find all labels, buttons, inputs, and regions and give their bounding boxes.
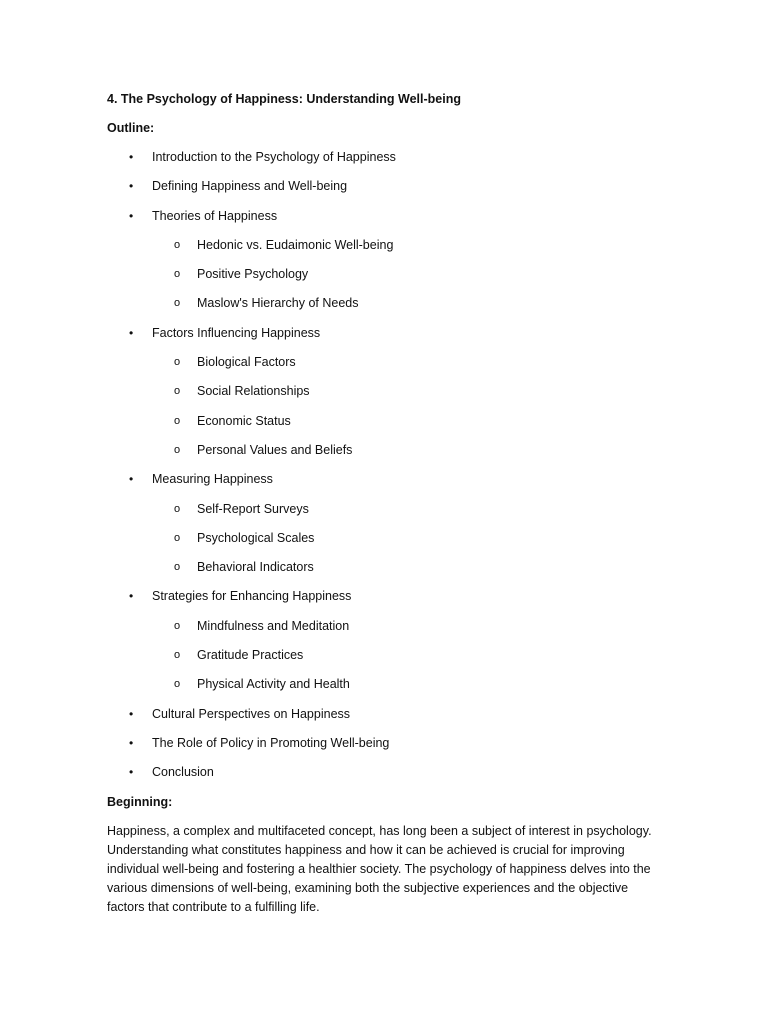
bullet-icon: • <box>129 179 134 194</box>
outline-subitem <box>107 500 667 518</box>
outline-item <box>107 324 667 342</box>
outline-subitem <box>107 529 667 547</box>
outline-label: Outline: <box>107 121 155 135</box>
bullet-icon: • <box>129 765 134 780</box>
sub-bullet-icon: o <box>174 238 181 251</box>
outline-subitem <box>107 558 667 576</box>
sub-bullet-icon: o <box>174 356 181 369</box>
beginning-label: Beginning: <box>107 794 173 809</box>
outline-item <box>107 148 667 166</box>
outline-item-text: Gratitude Practices <box>197 648 304 663</box>
outline-item <box>107 734 667 752</box>
outline-item-text: Cultural Perspectives on Happiness <box>152 706 351 721</box>
outline-subitem <box>107 294 667 312</box>
outline-item-text: Personal Values and Beliefs <box>197 442 353 457</box>
sub-bullet-icon: o <box>174 649 181 662</box>
sub-bullet-icon: o <box>174 561 181 574</box>
outline-subitem <box>107 441 667 459</box>
outline-item-text: The Role of Policy in Promoting Well-being <box>152 735 390 750</box>
outline-subitem <box>107 617 667 635</box>
outline-item <box>107 763 667 781</box>
bullet-icon: • <box>129 472 134 487</box>
sub-bullet-icon: o <box>174 268 181 281</box>
outline-item-text: Self-Report Surveys <box>197 501 309 516</box>
outline-item <box>107 470 667 488</box>
outline-subitem <box>107 353 667 371</box>
outline-item-text: Social Relationships <box>197 384 310 399</box>
outline-item-text: Theories of Happiness <box>152 208 278 223</box>
outline-item-text: Factors Influencing Happiness <box>152 325 321 340</box>
sub-bullet-icon: o <box>174 443 181 456</box>
outline-item-text: Introduction to the Psychology of Happiness <box>152 150 396 164</box>
outline-item-text: Strategies for Enhancing Happiness <box>152 589 352 604</box>
document-content <box>107 90 667 917</box>
outline-subitem <box>107 646 667 664</box>
outline-item-text: Mindfulness and Meditation <box>197 618 350 633</box>
outline-subitem <box>107 265 667 283</box>
outline-item-text: Biological Factors <box>197 355 296 370</box>
outline-subitem <box>107 236 667 254</box>
document-title: 4. The Psychology of Happiness: Understanding Well-being <box>107 92 461 106</box>
outline-item-text: Maslow's Hierarchy of Needs <box>197 296 359 311</box>
outline-item-text: Physical Activity and Health <box>197 677 350 692</box>
bullet-icon: • <box>129 706 134 721</box>
outline-item-text: Conclusion <box>152 765 214 780</box>
sub-bullet-icon: o <box>174 502 181 515</box>
beginning-paragraph: Happiness, a complex and multifaceted concept, has long been a subject of interest in psychology. Understanding what constitutes happiness and how it can be achieved is crucial for improving individual well-being and fostering a healthier society. The psychology of happiness delves into the various dimensions of well-being, examining both the subjective experiences and the objective factors that contribute to a fulfilling life. <box>107 823 652 914</box>
outline-item <box>107 207 667 225</box>
outline-list <box>107 148 667 781</box>
bullet-icon: • <box>129 735 134 750</box>
outline-item-text: Defining Happiness and Well-being <box>152 179 348 194</box>
outline-subitem <box>107 382 667 400</box>
sub-bullet-icon: o <box>174 297 181 310</box>
outline-subitem <box>107 412 667 430</box>
sub-bullet-icon: o <box>174 619 181 632</box>
sub-bullet-icon: o <box>174 678 181 691</box>
outline-item-text: Psychological Scales <box>197 530 315 545</box>
outline-item <box>107 587 667 605</box>
sub-bullet-icon: o <box>174 531 181 544</box>
bullet-icon: • <box>129 208 134 223</box>
outline-item <box>107 705 667 723</box>
outline-item-text: Measuring Happiness <box>152 472 273 487</box>
outline-subitem <box>107 675 667 693</box>
sub-bullet-icon: o <box>174 414 181 427</box>
outline-item <box>107 177 667 195</box>
outline-item-text: Economic Status <box>197 413 291 428</box>
bullet-icon: • <box>129 325 134 340</box>
outline-item-text: Hedonic vs. Eudaimonic Well-being <box>197 237 394 252</box>
sub-bullet-icon: o <box>174 385 181 398</box>
bullet-icon: • <box>129 150 134 164</box>
bullet-icon: • <box>129 589 134 604</box>
outline-item-text: Behavioral Indicators <box>197 560 314 575</box>
outline-item-text: Positive Psychology <box>197 267 309 282</box>
